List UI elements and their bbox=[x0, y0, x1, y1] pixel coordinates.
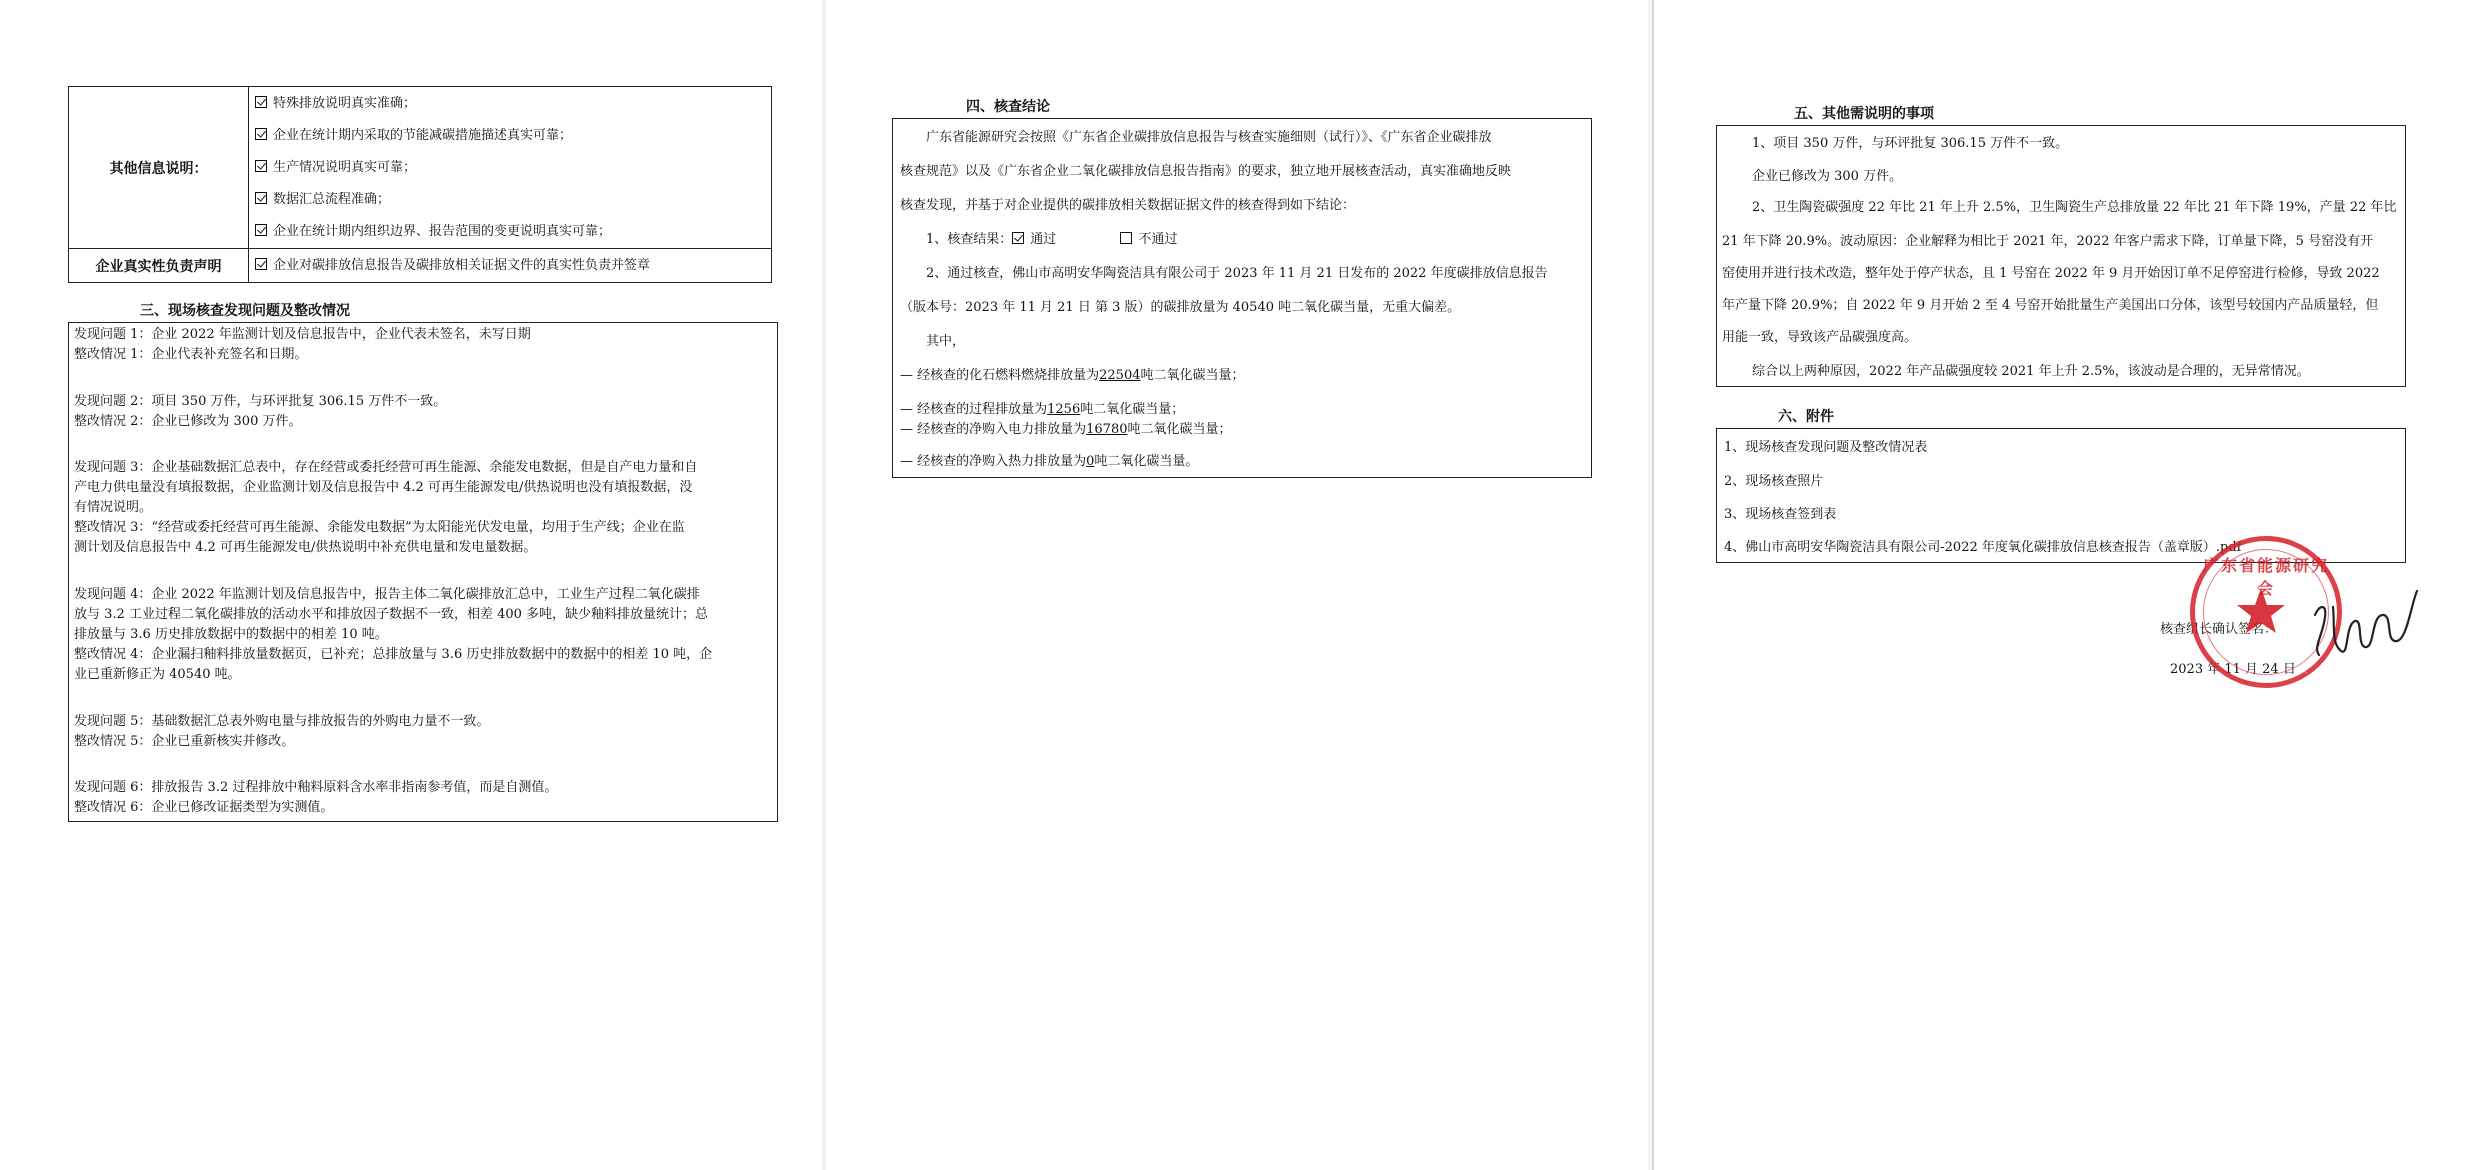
finding-line: 发现问题 6：排放报告 3.2 过程排放中釉料原料含水率非指南参考值，而是自测值。 bbox=[74, 780, 558, 795]
authenticity-header: 企业真实性负责声明 bbox=[69, 249, 249, 283]
section-4-title: 四、核查结论 bbox=[966, 99, 1050, 115]
attachment-item: 3、现场核查签到表 bbox=[1724, 507, 1837, 522]
result-pass: 通过 bbox=[1030, 232, 1057, 247]
finding-line: 发现问题 5：基础数据汇总表外购电量与排放报告的外购电力量不一致。 bbox=[74, 714, 490, 729]
emission-value: 0 bbox=[1086, 454, 1095, 469]
section-3-title: 三、现场核查发现问题及整改情况 bbox=[140, 303, 350, 319]
checkbox-checked-icon bbox=[255, 224, 267, 236]
seal-text: 广东省能源研究会 bbox=[2203, 556, 2330, 598]
rectification-line: 整改情况 5：企业已重新核实并修改。 bbox=[74, 734, 295, 749]
paragraph-line: 核查规范》以及《广东省企业二氧化碳排放信息报告指南》的要求，独立地开展核查活动，真实准确地反映 bbox=[900, 164, 1512, 179]
finding-line: 发现问题 4：企业 2022 年监测计划及信息报告中，报告主体二氧化碳排放汇总中，工业生产过程二氧化碳排 bbox=[74, 587, 700, 602]
info-table bbox=[68, 86, 772, 283]
among-label: 其中， bbox=[926, 334, 966, 349]
note-line: 综合以上两种原因，2022 年产品碳强度较 2021 年上升 2.5%，该波动是合理的，无异常情况。 bbox=[1752, 364, 2310, 379]
finding-line: 发现问题 2：项目 350 万件，与环评批复 306.15 万件不一致。 bbox=[74, 394, 447, 409]
note-line: 年产量下降 20.9%；自 2022 年 9 月开始 2 至 4 号窑开始批量生产美国出口分体，该型号较国内产品质量轻，但 bbox=[1722, 298, 2379, 313]
rectification-line: 业已重新修正为 40540 吨。 bbox=[74, 667, 241, 682]
checkbox-checked-icon bbox=[255, 128, 267, 140]
checklist-item: 企业对碳排放信息报告及碳排放相关证据文件的真实性负责并签章 bbox=[249, 250, 771, 282]
rectification-line: 测计划及信息报告中 4.2 可再生能源发电/供热说明中补充供电量和发电量数据。 bbox=[74, 540, 537, 555]
signature-text: 陈包 bbox=[2305, 673, 2307, 674]
note-line: 1、项目 350 万件，与环评批复 306.15 万件不一致。 bbox=[1752, 136, 2069, 151]
result-line: 1、核查结果： 通过 不通过 bbox=[926, 232, 1178, 247]
checkbox-checked-icon bbox=[1012, 232, 1024, 244]
finding-line: 排放量与 3.6 历史排放数据中的数据中的相差 10 吨。 bbox=[74, 627, 388, 642]
checklist-item: 数据汇总流程准确； bbox=[249, 184, 771, 216]
checkbox-checked-icon bbox=[255, 96, 267, 108]
sign-date: 2023 年 11 月 24 日 bbox=[2170, 662, 2296, 677]
checkbox-empty-icon bbox=[1120, 232, 1132, 244]
paragraph-line: 2、通过核查，佛山市高明安华陶瓷洁具有限公司于 2023 年 11 月 21 日发布的 2022 年度碳排放信息报告 bbox=[926, 266, 1548, 281]
authenticity-item bbox=[249, 249, 772, 283]
sign-label: 核查组长确认签名： bbox=[2160, 622, 2278, 637]
finding-line: 放与 3.2 工业过程二氧化碳排放的活动水平和排放因子数据不一致，相差 400 多吨，缺少釉料排放量统计；总 bbox=[74, 607, 709, 622]
section-5-title: 五、其他需说明的事项 bbox=[1794, 106, 1934, 122]
checkbox-checked-icon bbox=[255, 258, 267, 270]
checkbox-checked-icon bbox=[255, 192, 267, 204]
paragraph-line: （版本号：2023 年 11 月 21 日 第 3 版）的碳排放量为 40540 吨二氧化碳当量，无重大偏差。 bbox=[900, 300, 1461, 315]
checklist-item: 企业在统计期内组织边界、报告范围的变更说明真实可靠； bbox=[249, 216, 771, 248]
checklist-item: 特殊排放说明真实准确； bbox=[249, 88, 771, 120]
emission-item: — 经核查的净购入电力排放量为16780吨二氧化碳当量； bbox=[900, 422, 1232, 437]
note-line: 企业已修改为 300 万件。 bbox=[1752, 169, 1903, 184]
finding-line: 有情况说明。 bbox=[74, 500, 153, 515]
paragraph-line: 核查发现，并基于对企业提供的碳排放相关数据证据文件的核查得到如下结论： bbox=[900, 198, 1356, 213]
rectification-line: 整改情况 1：企业代表补充签名和日期。 bbox=[74, 347, 308, 362]
emission-value: 16780 bbox=[1086, 422, 1128, 437]
checkbox-checked-icon bbox=[255, 160, 267, 172]
emission-value: 1256 bbox=[1047, 402, 1081, 417]
note-line: 用能一致，导致该产品碳强度高。 bbox=[1722, 330, 1918, 345]
emission-item: — 经核查的化石燃料燃烧排放量为22504吨二氧化碳当量； bbox=[900, 368, 1245, 383]
checklist-item: 生产情况说明真实可靠； bbox=[249, 152, 771, 184]
checklist-item: 企业在统计期内采取的节能减碳措施描述真实可靠； bbox=[249, 120, 771, 152]
page-2 bbox=[826, 0, 1652, 1170]
emission-item: — 经核查的净购入热力排放量为0吨二氧化碳当量。 bbox=[900, 454, 1199, 469]
attachment-item: 1、现场核查发现问题及整改情况表 bbox=[1724, 440, 1928, 455]
result-fail: 不通过 bbox=[1138, 232, 1178, 247]
rectification-line: 整改情况 6：企业已修改证据类型为实测值。 bbox=[74, 800, 334, 815]
attachment-item: 2、现场核查照片 bbox=[1724, 474, 1824, 489]
finding-line: 产电力供电量没有填报数据，企业监测计划及信息报告中 4.2 可再生能源发电/供热说明也没有填报数据，没 bbox=[74, 480, 693, 495]
other-info-header: 其他信息说明： bbox=[69, 87, 249, 249]
rectification-line: 整改情况 2：企业已修改为 300 万件。 bbox=[74, 414, 302, 429]
finding-line: 发现问题 3：企业基础数据汇总表中，存在经营或委托经营可再生能源、余能发电数据，但是自产电力量和自 bbox=[74, 460, 698, 475]
section-6-title: 六、附件 bbox=[1778, 409, 1834, 425]
page-1 bbox=[0, 0, 826, 1170]
attachment-item: 4、佛山市高明安华陶瓷洁具有限公司-2022 年度氧化碳排放信息核查报告（盖章版）.pdf bbox=[1724, 540, 2242, 555]
note-line: 2、卫生陶瓷碳强度 22 年比 21 年上升 2.5%，卫生陶瓷生产总排放量 22 年比 21 年下降 19%，产量 22 年比 bbox=[1752, 200, 2397, 215]
note-line: 窑使用并进行技术改造，整年处于停产状态，且 1 号窑在 2022 年 9 月开始因订单不足停窑进行检修，导致 2022 bbox=[1722, 266, 2380, 281]
paragraph-line: 广东省能源研究会按照《广东省企业碳排放信息报告与核查实施细则（试行）》、《广东省企业碳排放 bbox=[926, 130, 1492, 145]
rectification-line: 整改情况 3：“经营或委托经营可再生能源、余能发电数据”为太阳能光伏发电量，均用于生产线；企业在监 bbox=[74, 520, 685, 535]
handwritten-signature bbox=[2305, 585, 2425, 675]
rectification-line: 整改情况 4：企业漏扫釉料排放量数据页，已补充；总排放量与 3.6 历史排放数据中的数据中的相差 10 吨，企 bbox=[74, 647, 713, 662]
emission-item: — 经核查的过程排放量为1256吨二氧化碳当量； bbox=[900, 402, 1185, 417]
emission-value: 22504 bbox=[1099, 368, 1141, 383]
other-info-items bbox=[249, 87, 772, 249]
finding-line: 发现问题 1：企业 2022 年监测计划及信息报告中，企业代表未签名，未写日期 bbox=[74, 327, 531, 342]
note-line: 21 年下降 20.9%。波动原因：企业解释为相比于 2021 年，2022 年客户需求下降，订单量下降，5 号窑没有开 bbox=[1722, 234, 2374, 249]
